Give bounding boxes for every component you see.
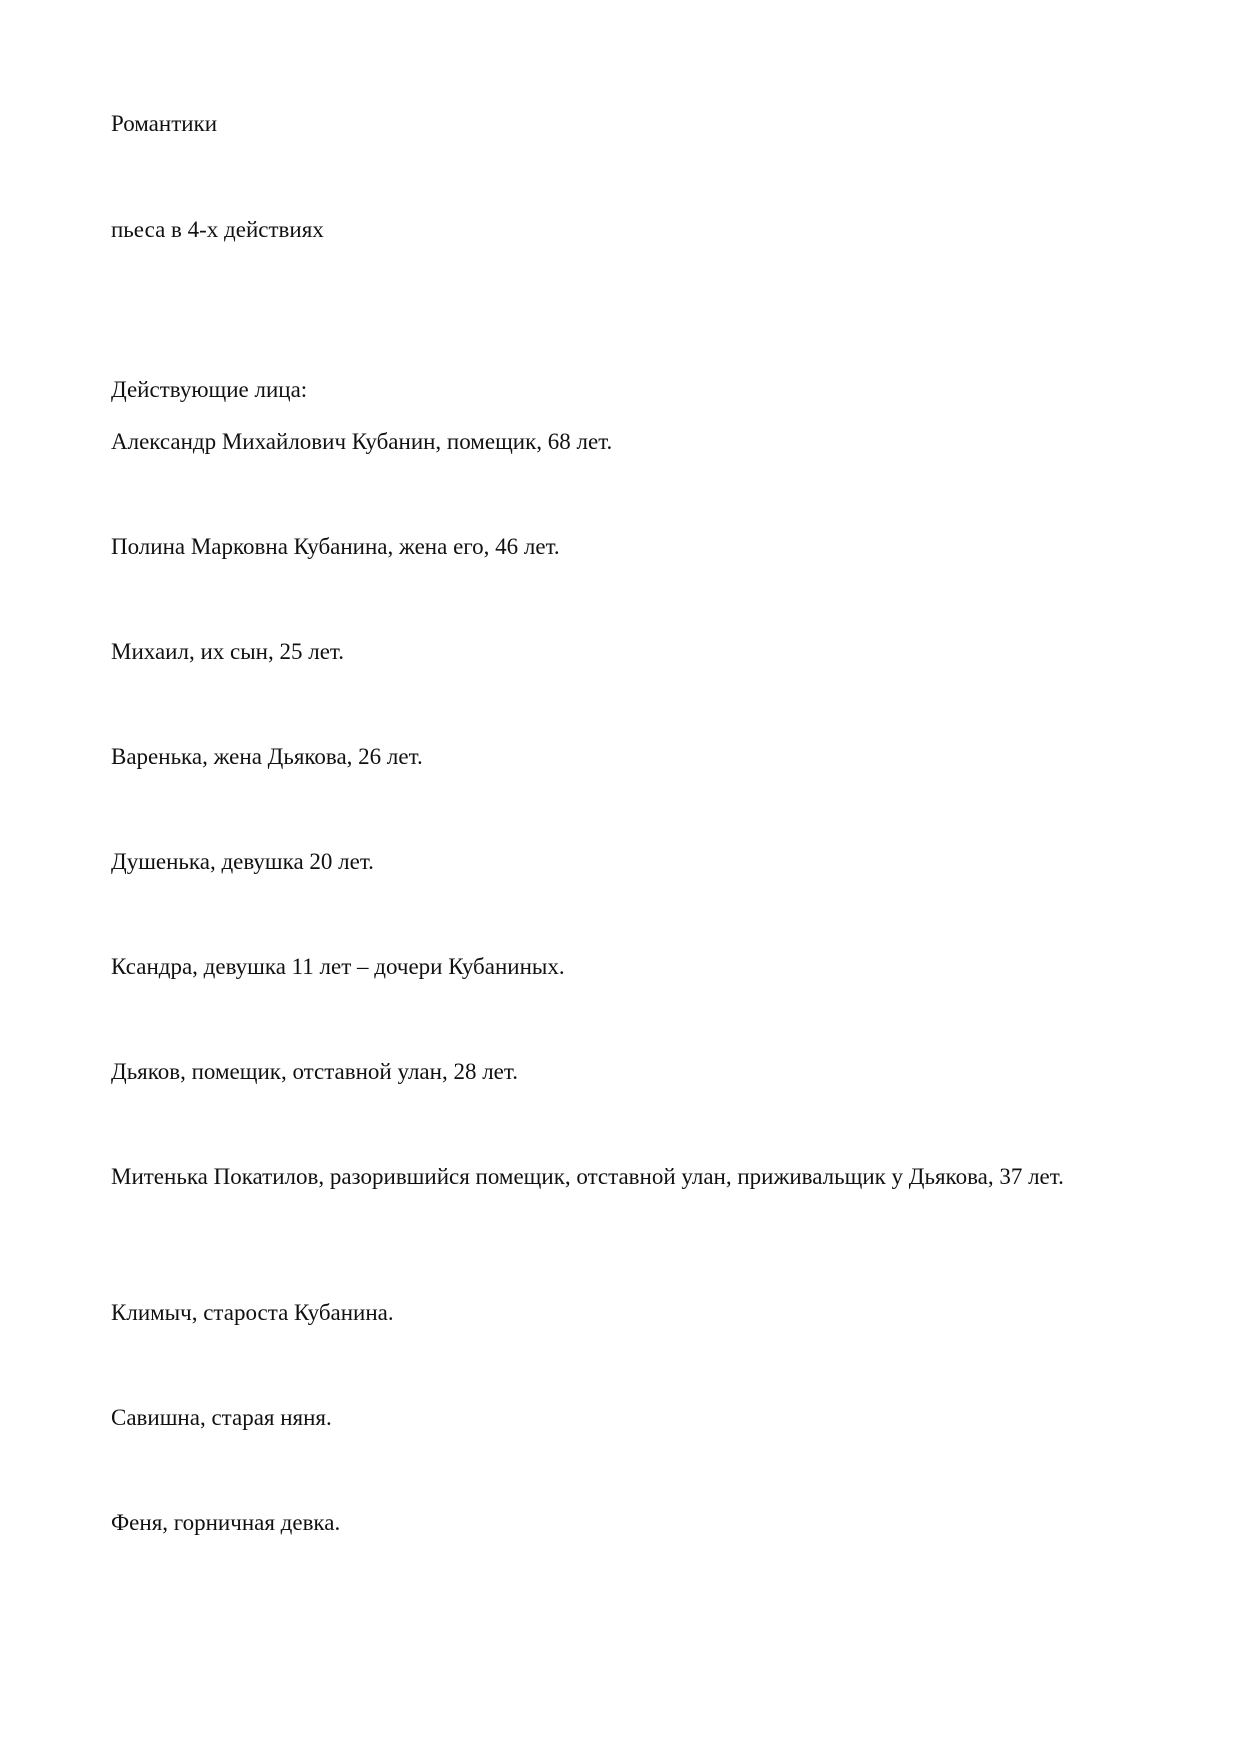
cast-entry: Полина Марковна Кубанина, жена его, 46 лет.	[111, 534, 560, 559]
cast-entry: Климыч, староста Кубанина.	[111, 1300, 394, 1325]
cast-entry: Дьяков, помещик, отставной улан, 28 лет.	[111, 1059, 518, 1084]
play-title: Романтики	[111, 111, 218, 136]
play-subtitle: пьеса в 4-х действиях	[111, 217, 324, 242]
cast-entry: Александр Михайлович Кубанин, помещик, 68 лет.	[111, 429, 613, 454]
cast-heading: Действующие лица:	[111, 377, 308, 402]
cast-entry: Варенька, жена Дьякова, 26 лет.	[111, 744, 423, 769]
cast-entry: Феня, горничная девка.	[111, 1510, 341, 1535]
cast-entry: Михаил, их сын, 25 лет.	[111, 639, 344, 664]
cast-entry: Митенька Покатилов, разорившийся помещик, отставной улан, приживальщик у Дьякова, 37 лет.	[111, 1164, 1064, 1189]
cast-entry: Савишна, старая няня.	[111, 1405, 332, 1430]
cast-entry: Ксандра, девушка 11 лет – дочери Кубаниных.	[111, 954, 565, 979]
cast-entry: Душенька, девушка 20 лет.	[111, 849, 374, 874]
